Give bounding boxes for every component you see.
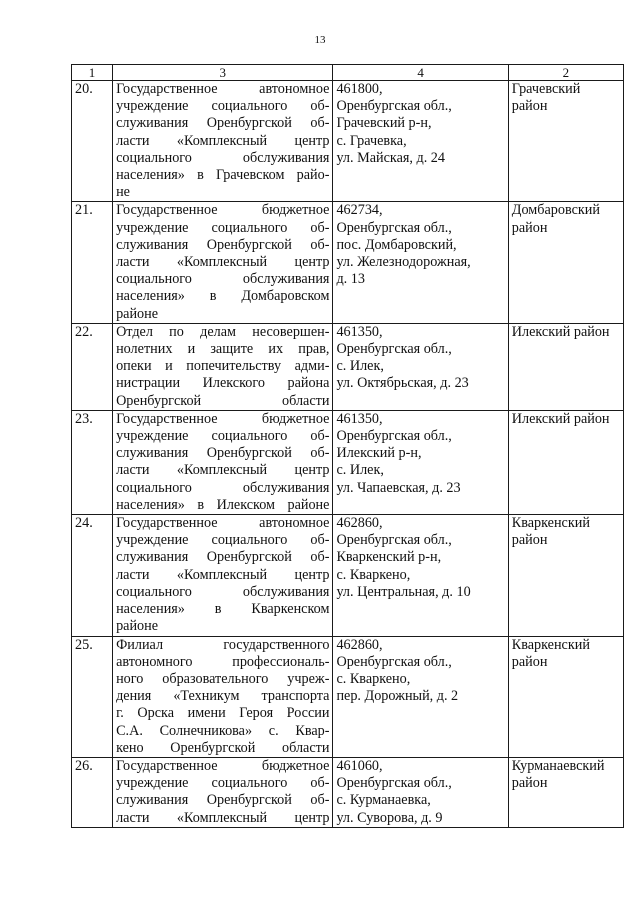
address-line: ул. Чапаевская, д. 23 [336,479,461,496]
district-line: район [511,653,548,670]
institution-name-line: социального обслуживания [116,479,330,496]
institution-name-line: ного образовательного учреж- [116,670,330,687]
address-line: д. 13 [336,271,365,288]
header-col-address: 4 [333,65,508,81]
table-row [72,636,624,757]
address-line: Оренбургская обл., [336,775,452,792]
district-cell [508,323,623,410]
institution-name-line: не [116,184,130,201]
address-line: ул. Суворова, д. 9 [336,809,443,826]
address-line: 462860, [336,515,383,532]
institution-name-line: учреждение социального об- [116,98,330,115]
address-line: с. Грачевка, [336,132,407,149]
table-row [72,202,624,323]
header-col-name: 3 [113,65,333,81]
institution-name-line: г. Орска имени Героя России [116,705,330,722]
address-line: Оренбургская обл., [336,98,452,115]
address-cell [333,757,508,827]
institution-name-line: ласти «Комплексный центр [116,254,330,271]
table-header-row [72,65,624,81]
institution-name-cell [113,515,333,636]
institution-name-line: районе [116,618,159,635]
institution-name-cell [113,81,333,202]
institution-name-line: населения» в Кваркенском [116,601,330,618]
institution-name-line: Отдел по делам несовершен- [116,323,330,340]
address-cell [333,515,508,636]
institution-name-line: социального обслуживания [116,583,330,600]
address-line: Оренбургская обл., [336,341,452,358]
row-number: 20. [72,81,113,202]
institution-name-cell [113,410,333,514]
institution-name-line: С.А. Солнечникова» с. Квар- [116,722,330,739]
institution-name-line: служивания Оренбургской об- [116,115,330,132]
district-line: Илекский район [511,323,610,340]
address-cell [333,202,508,323]
institution-name-cell [113,202,333,323]
institution-name-line: дения «Техникум транспорта [116,688,330,705]
institution-name-line: Филиал государственного [116,636,330,653]
address-line: пос. Домбаровский, [336,236,457,253]
address-line: Кваркенский р-н, [336,549,442,566]
table-row [72,81,624,202]
institution-name-line: служивания Оренбургской об- [116,445,330,462]
header-col-number: 1 [72,65,113,81]
address-line: ул. Центральная, д. 10 [336,583,471,600]
address-line: Грачевский р-н, [336,115,432,132]
institution-name-line: учреждение социального об- [116,219,330,236]
district-line: Илекский район [511,410,610,427]
table-row [72,515,624,636]
address-line: Оренбургская обл., [336,428,452,445]
address-cell [333,81,508,202]
institution-name-line: служивания Оренбургской об- [116,792,330,809]
address-line: 461350, [336,323,383,340]
district-line: Грачевский [511,81,581,97]
address-line: ул. Железнодорожная, [336,254,471,271]
institution-name-line: учреждение социального об- [116,775,330,792]
address-line: с. Илек, [336,358,384,375]
address-line: Оренбургская обл., [336,653,452,670]
institution-name-line: ласти «Комплексный центр [116,462,330,479]
address-line: 461060, [336,757,383,774]
district-cell [508,410,623,514]
table-row [72,410,624,514]
page-number: 13 [314,34,326,46]
header-col-district: 2 [508,65,623,81]
institution-name-line: учреждение социального об- [116,532,330,549]
district-line: Домбаровский [511,202,600,219]
institution-name-line: социального обслуживания [116,271,330,288]
institution-name-line: опеки и попечительству адми- [116,358,330,375]
institution-name-line: служивания Оренбургской об- [116,549,330,566]
district-cell [508,202,623,323]
table-row [72,323,624,410]
address-line: с. Кваркено, [336,566,411,583]
address-line: 461350, [336,410,383,427]
address-line: с. Кваркено, [336,670,411,687]
row-number: 25. [72,636,113,757]
institution-name-line: кено Оренбургской области [116,739,330,756]
address-cell [333,410,508,514]
district-cell [508,515,623,636]
district-line: Кваркенский [511,636,590,653]
address-line: с. Курманаевка, [336,792,431,809]
institution-name-line: ласти «Комплексный центр [116,566,330,583]
row-number: 24. [72,515,113,636]
institution-name-line: Государственное автономное [116,515,330,532]
institution-name-cell [113,757,333,827]
institution-name-line: социального обслуживания [116,149,330,166]
address-line: ул. Октябрьская, д. 23 [336,375,469,392]
institution-name-line: населения» в Грачевском райо- [116,167,330,184]
institution-name-line: Государственное бюджетное [116,202,330,219]
institution-name-cell [113,636,333,757]
address-cell [333,636,508,757]
district-cell [508,81,623,202]
address-line: ул. Майская, д. 24 [336,149,445,166]
institution-name-line: населения» в Илекском районе [116,496,330,513]
table-body [72,65,624,828]
address-line: 461800, [336,81,383,97]
institution-name-line: ласти «Комплексный центр [116,809,330,826]
address-cell [333,323,508,410]
row-number: 23. [72,410,113,514]
address-line: пер. Дорожный, д. 2 [336,688,459,705]
institution-name-line: учреждение социального об- [116,428,330,445]
district-line: район [511,98,548,115]
institution-name-line: ласти «Комплексный центр [116,132,330,149]
district-line: район [511,219,548,236]
district-line: Курманаевский [511,757,605,774]
institution-name-line: автономного профессиональ- [116,653,330,670]
institution-name-line: Государственное автономное [116,81,330,97]
institution-name-line: нистрации Илекского района [116,375,330,392]
district-line: Кваркенский [511,515,590,532]
address-line: 462734, [336,202,383,219]
district-cell [508,636,623,757]
institution-name-cell [113,323,333,410]
institution-name-line: районе [116,305,159,322]
row-number: 26. [72,757,113,827]
address-line: с. Илек, [336,462,384,479]
institution-name-line: Государственное бюджетное [116,757,330,774]
district-cell [508,757,623,827]
institution-name-line: нолетних и защите их прав, [116,341,330,358]
row-number: 21. [72,202,113,323]
address-line: Оренбургская обл., [336,532,452,549]
address-line: Оренбургская обл., [336,219,452,236]
institution-name-line: населения» в Домбаровском [116,288,330,305]
row-number: 22. [72,323,113,410]
institution-name-line: служивания Оренбургской об- [116,236,330,253]
institutions-table [71,64,624,828]
district-line: район [511,532,548,549]
table-row [72,757,624,827]
institution-name-line: Государственное бюджетное [116,410,330,427]
address-line: Илекский р-н, [336,445,422,462]
institution-name-line: Оренбургской области [116,392,330,409]
district-line: район [511,775,548,792]
address-line: 462860, [336,636,383,653]
